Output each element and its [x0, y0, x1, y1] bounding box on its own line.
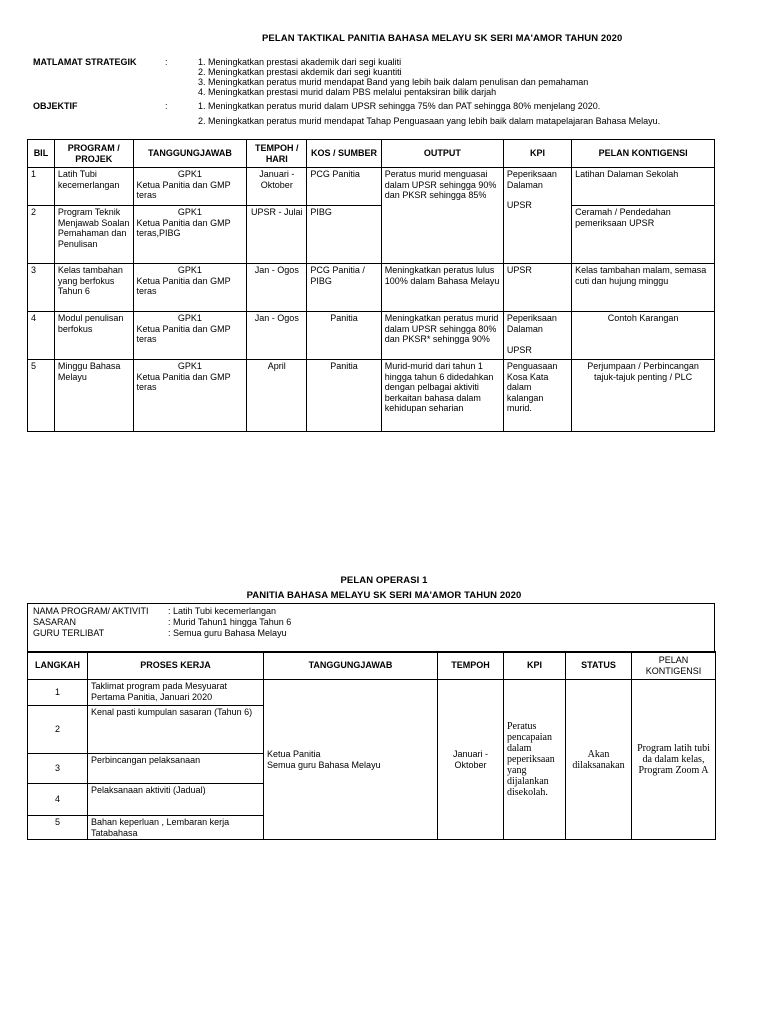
cell-tanggungjawab	[133, 360, 247, 432]
col-header-proses: PROSES KERJA	[88, 652, 264, 680]
table-header-row	[28, 652, 716, 680]
doc2-subtitle: PANITIA BAHASA MELAYU SK SERI MA'AMOR TAHUN 2020	[246, 590, 522, 601]
kpi-text: UPSR	[506, 200, 532, 210]
cell-bil: 1	[28, 168, 55, 206]
gpk-label: GPK1	[177, 313, 202, 323]
col-header-bil: BIL	[28, 140, 55, 168]
objektif-item: 2. Meningkatkan peratus murid mendapat Tahap Penguasaan yang lebih baik dalam matapelajaran Bahasa Melayu.	[198, 116, 661, 126]
gpk-label: GPK1	[177, 265, 202, 275]
info-value: : Murid Tahun1 hingga Tahun 6	[168, 617, 292, 627]
info-label: NAMA PROGRAM/ AKTIVITI	[33, 606, 149, 616]
cell-output: Meningkatkan peratus lulus 100% dalam Bahasa Melayu	[381, 264, 503, 312]
tg-text: Ketua Panitia dan GMP teras	[136, 371, 231, 392]
cell-bil: 4	[28, 312, 55, 360]
table-row	[28, 360, 715, 432]
cell-tanggungjawab-merged: Ketua Panitia Semua guru Bahasa Melayu	[264, 680, 438, 840]
info-value: : Latih Tubi kecemerlangan	[168, 606, 277, 616]
table-row	[28, 680, 716, 706]
cell-kos: PCG Panitia	[307, 168, 381, 206]
cell-bil: 3	[28, 264, 55, 312]
info-label: SASARAN	[33, 617, 77, 627]
doc1-title: PELAN TAKTIKAL PANITIA BAHASA MELAYU SK SERI MA'AMOR TAHUN 2020	[262, 33, 623, 44]
tg-text: Ketua Panitia dan GMP teras	[136, 275, 231, 296]
col-header-kpi: KPI	[504, 652, 566, 680]
info-value: : Semua guru Bahasa Melayu	[168, 628, 287, 638]
cell-tempoh-merged: Januari - Oktober	[438, 680, 504, 840]
col-header-pelan: PELAN KONTIGENSI	[572, 140, 715, 168]
cell-kpi-merged	[503, 168, 571, 264]
cell-kpi-merged: Peratus pencapaian dalam peperiksaan yang dijalankan disekolah.	[504, 680, 566, 840]
cell-output-merged: Peratus murid menguasai dalam UPSR sehingga 90% dan PKSR sehingga 85%	[381, 168, 503, 264]
tg-text: Ketua Panitia dan GMP teras,PIBG	[136, 217, 231, 238]
matlamat-label: MATLAMAT STRATEGIK	[33, 57, 137, 67]
table-header-row	[28, 140, 715, 168]
matlamat-colon: :	[165, 57, 168, 67]
matlamat-item: 1. Meningkatkan prestasi akademik dari segi kualiti	[198, 57, 402, 67]
cell-tanggungjawab	[133, 264, 247, 312]
cell-tanggungjawab	[133, 206, 247, 264]
cell-tempoh: Jan - Ogos	[247, 312, 307, 360]
doc2-title: PELAN OPERASI 1	[340, 575, 428, 586]
cell-kos: PIBG	[307, 206, 381, 264]
tactical-plan-table	[27, 139, 715, 432]
cell-proses: Kenal pasti kumpulan sasaran (Tahun 6)	[88, 706, 264, 754]
objektif-item: 1. Meningkatkan peratus murid dalam UPSR sehingga 75% dan PAT sehingga 80% menjelang 2020.	[198, 101, 601, 111]
cell-program: Latih Tubi kecemerlangan	[54, 168, 133, 206]
cell-pelan: Contoh Karangan	[572, 312, 715, 360]
cell-tempoh: Jan - Ogos	[247, 264, 307, 312]
cell-program: Program Teknik Menjawab Soalan Pemahaman dan Penulisan	[54, 206, 133, 264]
cell-tanggungjawab	[133, 312, 247, 360]
program-info-box	[27, 603, 715, 653]
cell-proses: Pelaksanaan aktiviti (Jadual)	[88, 784, 264, 816]
matlamat-item: 2. Meningkatkan prestasi akdemik dari segi kuantiti	[198, 67, 402, 77]
cell-output: Meningkatkan peratus murid dalam UPSR sehingga 80% dan PKSR* sehingga 90%	[381, 312, 503, 360]
cell-status-merged: Akan dilaksanakan	[566, 680, 632, 840]
cell-output: Murid-murid dari tahun 1 hingga tahun 6 didedahkan dengan pelbagai aktiviti berkaitan bahasa dalam kehidupan seharian	[381, 360, 503, 432]
col-header-tempoh: TEMPOH / HARI	[247, 140, 307, 168]
table-row	[28, 264, 715, 312]
col-header-tanggungjawab: TANGGUNGJAWAB	[133, 140, 247, 168]
cell-proses: Taklimat program pada Mesyuarat Pertama Panitia, Januari 2020	[88, 680, 264, 706]
col-header-tanggungjawab: TANGGUNGJAWAB	[264, 652, 438, 680]
cell-kpi: Penguasaan Kosa Kata dalam kalangan murid.	[503, 360, 571, 432]
cell-tempoh: April	[247, 360, 307, 432]
cell-langkah: 2	[28, 706, 88, 754]
cell-langkah: 4	[28, 784, 88, 816]
info-label: GURU TERLIBAT	[33, 628, 105, 638]
matlamat-list	[198, 57, 588, 97]
cell-program: Kelas tambahan yang berfokus Tahun 6	[54, 264, 133, 312]
gpk-label: GPK1	[177, 169, 202, 179]
cell-tempoh: UPSR - Julai	[247, 206, 307, 264]
cell-kpi: UPSR	[503, 264, 571, 312]
cell-pelan: Kelas tambahan malam, semasa cuti dan hujung minggu	[572, 264, 715, 312]
cell-proses: Bahan keperluan , Lembaran kerja Tatabahasa	[88, 816, 264, 840]
cell-pelan: Ceramah / Pendedahan pemeriksaan UPSR	[572, 206, 715, 264]
cell-program: Minggu Bahasa Melayu	[54, 360, 133, 432]
col-header-tempoh: TEMPOH	[438, 652, 504, 680]
table-row	[28, 312, 715, 360]
cell-pelan-merged: Program latih tubi da dalam kelas, Program Zoom A	[632, 680, 716, 840]
col-header-program: PROGRAM / PROJEK	[54, 140, 133, 168]
gpk-label: GPK1	[177, 361, 202, 371]
col-header-status: STATUS	[566, 652, 632, 680]
cell-tanggungjawab	[133, 168, 247, 206]
cell-kpi: Peperiksaan Dalaman UPSR	[503, 312, 571, 360]
kpi-text: Peperiksaan Dalaman	[506, 169, 557, 190]
operation-plan-table	[27, 651, 716, 840]
gpk-label: GPK1	[177, 207, 202, 217]
cell-pelan: Perjumpaan / Perbincangan tajuk-tajuk penting / PLC	[572, 360, 715, 432]
col-header-pelan: PELAN KONTIGENSI	[632, 652, 716, 680]
cell-tempoh: Januari - Oktober	[247, 168, 307, 206]
tg-text: Ketua Panitia dan GMP teras	[136, 179, 231, 200]
cell-langkah: 1	[28, 680, 88, 706]
cell-bil: 2	[28, 206, 55, 264]
cell-kos: PCG Panitia / PIBG	[307, 264, 381, 312]
col-header-output: OUTPUT	[381, 140, 503, 168]
col-header-kpi: KPI	[503, 140, 571, 168]
objektif-label: OBJEKTIF	[33, 101, 78, 111]
col-header-kos: KOS / SUMBER	[307, 140, 381, 168]
col-header-langkah: LANGKAH	[28, 652, 88, 680]
table-row	[28, 206, 715, 264]
cell-bil: 5	[28, 360, 55, 432]
cell-kos: Panitia	[307, 360, 381, 432]
table-row	[28, 168, 715, 206]
matlamat-item: 3. Meningkatkan peratus murid mendapat Band yang lebih baik dalam penulisan dan pemahaman	[198, 77, 589, 87]
cell-program: Modul penulisan berfokus	[54, 312, 133, 360]
tg-text: Ketua Panitia dan GMP teras	[136, 323, 231, 344]
cell-pelan: Latihan Dalaman Sekolah	[572, 168, 715, 206]
cell-langkah: 5	[28, 816, 88, 840]
cell-langkah: 3	[28, 754, 88, 784]
objektif-colon: :	[165, 101, 168, 111]
cell-kos: Panitia	[307, 312, 381, 360]
cell-proses: Perbincangan pelaksanaan	[88, 754, 264, 784]
matlamat-item: 4. Meningkatkan prestasi murid dalam PBS melalui pentaksiran bilik darjah	[198, 87, 497, 97]
